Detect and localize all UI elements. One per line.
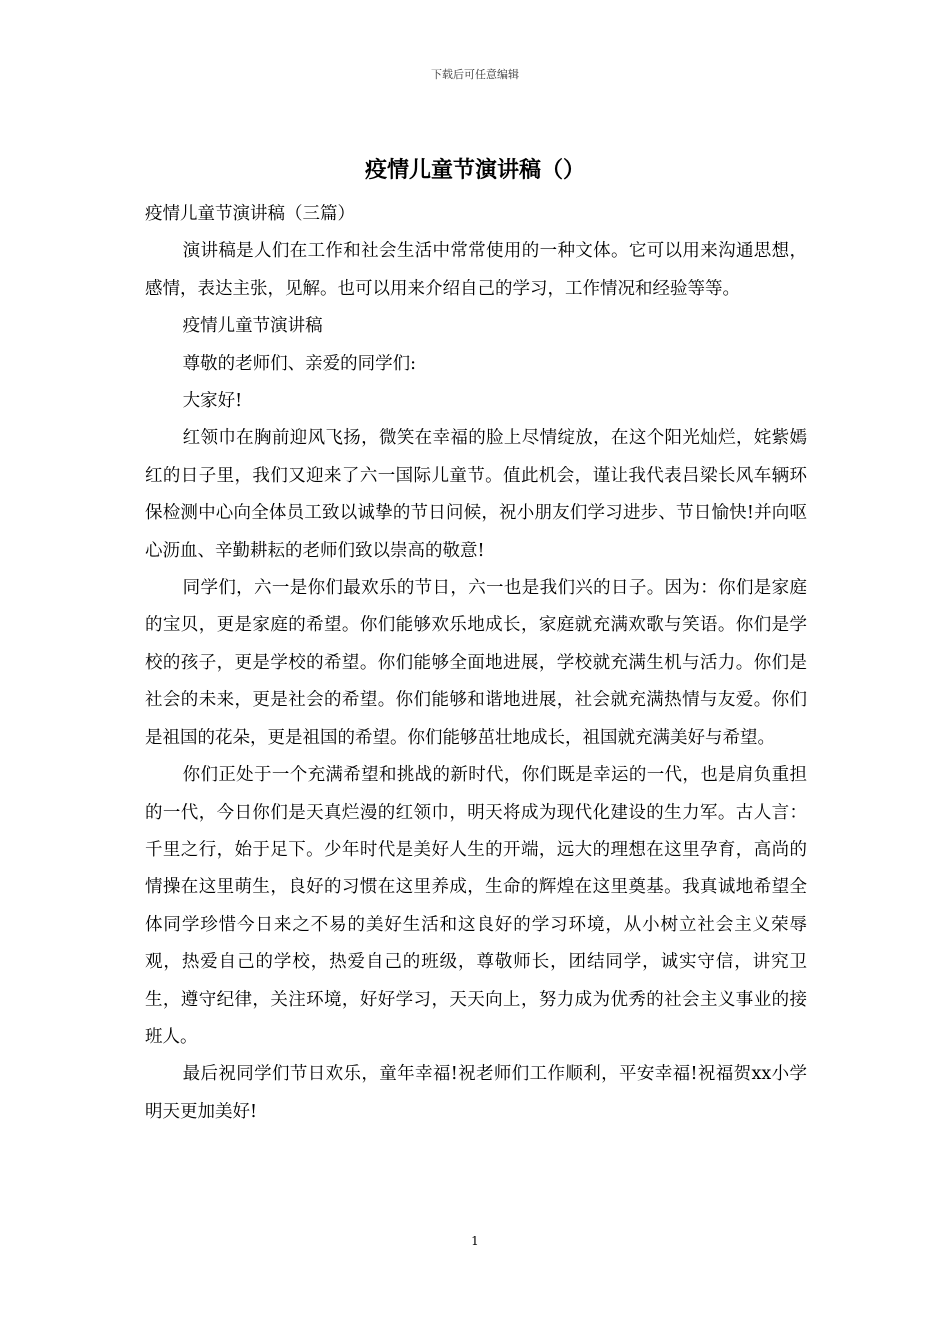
document-subtitle: 疫情儿童节演讲稿（三篇） [145,204,355,224]
document-body [145,196,807,1131]
closing-paragraph: 最后祝同学们节日欢乐，童年幸福!祝老师们工作顺利，平安幸福!祝福贺xx小学明天更加美好! [145,1064,807,1122]
salutation: 尊敬的老师们、亲爱的同学们: [182,353,417,374]
header-note: 下载后可任意编辑 [431,68,519,81]
page-number: 1 [471,1234,479,1248]
body-paragraph: 红领巾在胸前迎风飞扬，微笑在幸福的脸上尽情绽放，在这个阳光灿烂，姹紫嫣红的日子里，我们又迎来了六一国际儿童节。值此机会，谨让我代表吕梁长风车辆环保检测中心向全体员工致以诚挚的节日问候，祝小朋友们学习进步、节日愉快!并向呕心沥血、辛勤耕耘的老师们致以崇高的敬意! [145,428,807,561]
body-paragraph: 同学们，六一是你们最欢乐的节日，六一也是我们兴的日子。因为：你们是家庭的宝贝，更是家庭的希望。你们能够欢乐地成长，家庭就充满欢歌与笑语。你们是学校的孩子，更是学校的希望。你们能够全面地进展，学校就充满生机与活力。你们是社会的未来，更是社会的希望。你们能够和谐地进展，社会就充满热情与友爱。你们是祖国的花朵，更是祖国的希望。你们能够茁壮地成长，祖国就充满美好与希望。 [145,578,807,748]
document-title: 疫情儿童节演讲稿（） [364,157,585,183]
speech-heading: 疫情儿童节演讲稿 [182,316,323,337]
greeting: 大家好! [182,391,243,412]
intro-paragraph: 演讲稿是人们在工作和社会生活中常常使用的一种文体。它可以用来沟通思想，感情，表达主张，见解。也可以用来介绍自己的学习，工作情况和经验等等。 [145,241,807,299]
body-paragraph: 你们正处于一个充满希望和挑战的新时代，你们既是幸运的一代，也是肩负重担的一代，今日你们是天真烂漫的红领巾，明天将成为现代化建设的生力军。古人言：千里之行，始于足下。少年时代是美好人生的开端，远大的理想在这里孕育，高尚的情操在这里萌生，良好的习惯在这里养成，生命的辉煌在这里奠基。我真诚地希望全体同学珍惜今日来之不易的美好生活和这良好的学习环境，从小树立社会主义荣辱观，热爱自己的学校，热爱自己的班级，尊敬师长，团结同学，诚实守信，讲究卫生，遵守纪律，关注环境，好好学习，天天向上，努力成为优秀的社会主义事业的接班人。 [145,765,807,1047]
